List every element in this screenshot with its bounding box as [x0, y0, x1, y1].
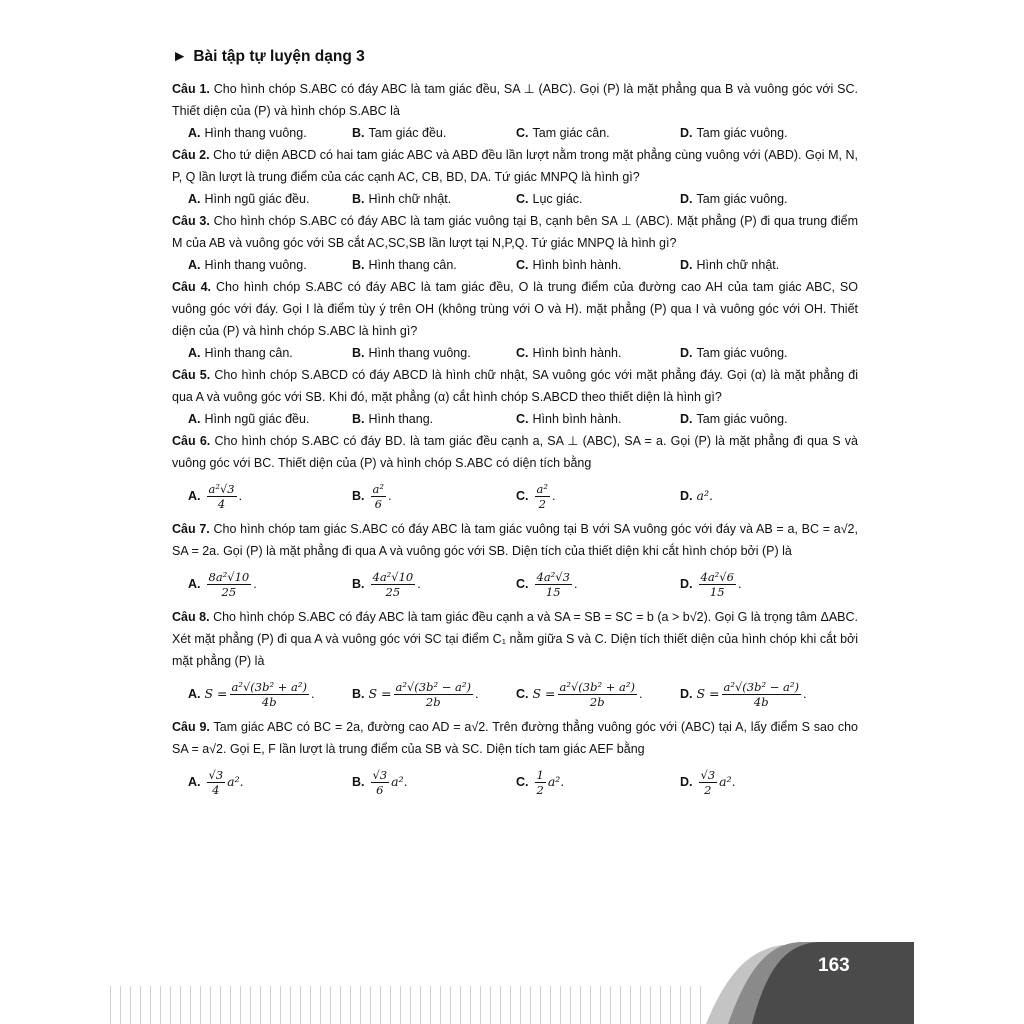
question-label: Câu 3. — [172, 214, 210, 228]
question — [172, 276, 858, 342]
fraction: $\frac{\text{a²√(3b² + a²)}}{2b}$ — [559, 679, 635, 709]
question-text: Cho hình chóp S.ABC có đáy ABC là tam giác đều, SA ⊥ (ABC). Gọi (P) là mặt phẳng qua B và vuông góc với SC. Thiết diện của (P) và hình chóp S.ABC là — [172, 82, 858, 118]
fraction: $\frac{\text{4a²√10}}{25}$ — [372, 569, 414, 599]
option-d[interactable]: D. $\frac{\text{4a²√6}}{15}$ . — [680, 569, 742, 599]
fraction: $\frac{\text{a²}}{6}$ — [372, 481, 384, 511]
option-b[interactable]: B. $\frac{√3}{6}$ a². — [352, 767, 408, 797]
question — [172, 518, 858, 562]
option-a[interactable]: A. Hình thang cân. — [188, 346, 293, 360]
option-a[interactable]: A. $\frac{\text{8a²√10}}{25}$ . — [188, 569, 257, 599]
question-text: Tam giác ABC có BC = 2a, đường cao AD = a√2. Trên đường thẳng vuông góc với (ABC) tại A, lấy điểm S sao cho SA = a√2. Gọi E, F lần lượt là trung điểm của SB và SC. Diện tích tam giác AEF bằng — [172, 720, 858, 756]
option-c[interactable]: C. Hình bình hành. — [516, 412, 622, 426]
option-b[interactable]: B. $\frac{\text{a²}}{6}$ . — [352, 481, 392, 511]
question-text: Cho hình chóp tam giác S.ABC có đáy ABC là tam giác vuông tại B với SA vuông góc với đáy và AB = a, BC = a√2, SA = 2a. Gọi (P) là mặt phẳng đi qua A và vuông góc với SB. Diện tích của thiết diện khi cắt hình chóp bởi (P) là — [172, 522, 858, 558]
option-d[interactable]: D. S = $\frac{\text{a²√(3b² − a²)}}{4b}$ . — [680, 679, 807, 709]
fraction: $\frac{\text{4a²√6}}{15}$ — [700, 569, 734, 599]
option-c[interactable]: C. $\frac{\text{a²}}{2}$ . — [516, 481, 556, 511]
answer-options — [188, 672, 858, 716]
fraction: $\frac{√3}{4}$ — [208, 767, 224, 797]
footer-ruler — [110, 986, 710, 1024]
option-b[interactable]: B. Hình thang vuông. — [352, 346, 471, 360]
question-text: Cho hình chóp S.ABC có đáy BD. là tam giác đều cạnh a, SA ⊥ (ABC), SA = a. Gọi (P) là mặt phẳng đi qua S và vuông góc với BC. Thiết diện của (P) và hình chóp S.ABC có diện tích bằng — [172, 434, 858, 470]
answer-options — [188, 562, 858, 606]
option-b[interactable]: B. Hình thang cân. — [352, 258, 457, 272]
option-a[interactable]: A. Hình ngũ giác đều. — [188, 192, 310, 206]
answer-options — [188, 408, 858, 430]
question-text: Cho tứ diện ABCD có hai tam giác ABC và ABD đều lần lượt nằm trong mặt phẳng cùng vuông với (ABD). Gọi M, N, P, Q lần lượt là trung điểm của các cạnh AC, CB, BD, DA. Tứ giác MNPQ là hình gì? — [172, 148, 858, 184]
option-c[interactable]: C. Lục giác. — [516, 192, 583, 206]
answer-options — [188, 122, 858, 144]
fraction: $\frac{√3}{2}$ — [700, 767, 716, 797]
option-d[interactable]: D. $\frac{√3}{2}$ a². — [680, 767, 736, 797]
question — [172, 606, 858, 672]
option-c[interactable]: C. Tam giác cân. — [516, 126, 610, 140]
question-list — [172, 78, 858, 804]
question-text: Cho hình chóp S.ABC có đáy ABC là tam giác đều, O là trung điểm của đường cao AH của tam giác ABC, SO vuông góc với đáy. Gọi I là điểm tùy ý trên OH (không trùng với O và H). mặt phẳng (P) qua I và vuông góc với OH. Thiết diện của (P) và hình chóp S.ABC là hình gì? — [172, 280, 858, 338]
question-label: Câu 7. — [172, 522, 210, 536]
question — [172, 144, 858, 188]
option-b[interactable]: B. S = $\frac{\text{a²√(3b² − a²)}}{2b}$ . — [352, 679, 479, 709]
option-c[interactable]: C. Hình bình hành. — [516, 346, 622, 360]
option-c[interactable]: C. $\frac{1}{2}$ a². — [516, 767, 565, 797]
play-icon: ► — [172, 48, 188, 65]
fraction: $\frac{√3}{6}$ — [372, 767, 388, 797]
option-d[interactable]: D. Tam giác vuông. — [680, 412, 788, 426]
fraction: $\frac{\text{8a²√10}}{25}$ — [208, 569, 250, 599]
option-a[interactable]: A. S = $\frac{\text{a²√(3b² + a²)}}{4b}$ . — [188, 679, 315, 709]
section-heading — [172, 48, 365, 66]
question-text: Cho hình chóp S.ABC có đáy ABC là tam giác đều cạnh a và SA = SB = SC = b (a > b√2). Gọi G là trọng tâm ΔABC. Xét mặt phẳng (P) đi qua A và vuông góc với SC tại điểm C₁ nằm giữa S và C. Diện tích thiết diện của hình chóp khi cắt bởi mặt phẳng (P) là — [172, 610, 858, 668]
option-d[interactable]: D. Tam giác vuông. — [680, 346, 788, 360]
question — [172, 430, 858, 474]
option-d[interactable]: D. Tam giác vuông. — [680, 126, 788, 140]
option-b[interactable]: B. Tam giác đều. — [352, 126, 447, 140]
fraction: $\frac{\text{a²√(3b² − a²)}}{2b}$ — [395, 679, 471, 709]
question-label: Câu 1. — [172, 82, 210, 96]
fraction: $\frac{\text{a²}}{2}$ — [536, 481, 548, 511]
question-text: Cho hình chóp S.ABCD có đáy ABCD là hình chữ nhật, SA vuông góc với mặt phẳng đáy. Gọi (α) là mặt phẳng đi qua A và vuông góc với SB. Khi đó, mặt phẳng (α) cắt hình chóp S.ABCD theo thiết diện là hình gì? — [172, 368, 858, 404]
option-b[interactable]: B. Hình thang. — [352, 412, 434, 426]
question-text: Cho hình chóp S.ABC có đáy ABC là tam giác vuông tại B, cạnh bên SA ⊥ (ABC). Mặt phẳng (P) đi qua trung điểm M của AB và vuông góc với SB cắt AC,SC,SB lần lượt tại N,P,Q. Tứ giác MNPQ là hình gì? — [172, 214, 858, 250]
option-a[interactable]: A. $\frac{√3}{4}$ a². — [188, 767, 244, 797]
option-d[interactable]: D. Hình chữ nhật. — [680, 258, 780, 272]
fraction: $\frac{\text{a²√(3b² + a²)}}{4b}$ — [231, 679, 307, 709]
option-d[interactable]: D. a². — [680, 488, 713, 503]
answer-options — [188, 342, 858, 364]
fraction: $\frac{1}{2}$ — [536, 767, 544, 797]
answer-options — [188, 188, 858, 210]
answer-options — [188, 760, 858, 804]
option-a[interactable]: A. Hình thang vuông. — [188, 258, 307, 272]
question-label: Câu 8. — [172, 610, 210, 624]
question — [172, 78, 858, 122]
option-a[interactable]: A. Hình ngũ giác đều. — [188, 412, 310, 426]
question — [172, 364, 858, 408]
question-label: Câu 6. — [172, 434, 211, 448]
option-c[interactable]: C. $\frac{\text{4a²√3}}{15}$ . — [516, 569, 578, 599]
option-d[interactable]: D. Tam giác vuông. — [680, 192, 788, 206]
option-a[interactable]: A. $\frac{\text{a²√3}}{4}$ . — [188, 481, 243, 511]
option-b[interactable]: B. Hình chữ nhật. — [352, 192, 452, 206]
fraction: $\frac{\text{a²√3}}{4}$ — [208, 481, 235, 511]
heading-text: Bài tập tự luyện dạng 3 — [193, 48, 365, 65]
question-label: Câu 5. — [172, 368, 211, 382]
option-b[interactable]: B. $\frac{\text{4a²√10}}{25}$ . — [352, 569, 421, 599]
option-c[interactable]: C. S = $\frac{\text{a²√(3b² + a²)}}{2b}$ . — [516, 679, 643, 709]
answer-options — [188, 474, 858, 518]
option-c[interactable]: C. Hình bình hành. — [516, 258, 622, 272]
option-a[interactable]: A. Hình thang vuông. — [188, 126, 307, 140]
question-label: Câu 2. — [172, 148, 210, 162]
fraction: $\frac{\text{4a²√3}}{15}$ — [536, 569, 570, 599]
page-number: 163 — [818, 955, 850, 976]
fraction: $\frac{\text{a²√(3b² − a²)}}{4b}$ — [723, 679, 799, 709]
answer-options — [188, 254, 858, 276]
question-label: Câu 9. — [172, 720, 210, 734]
question-label: Câu 4. — [172, 280, 211, 294]
question — [172, 716, 858, 760]
question — [172, 210, 858, 254]
